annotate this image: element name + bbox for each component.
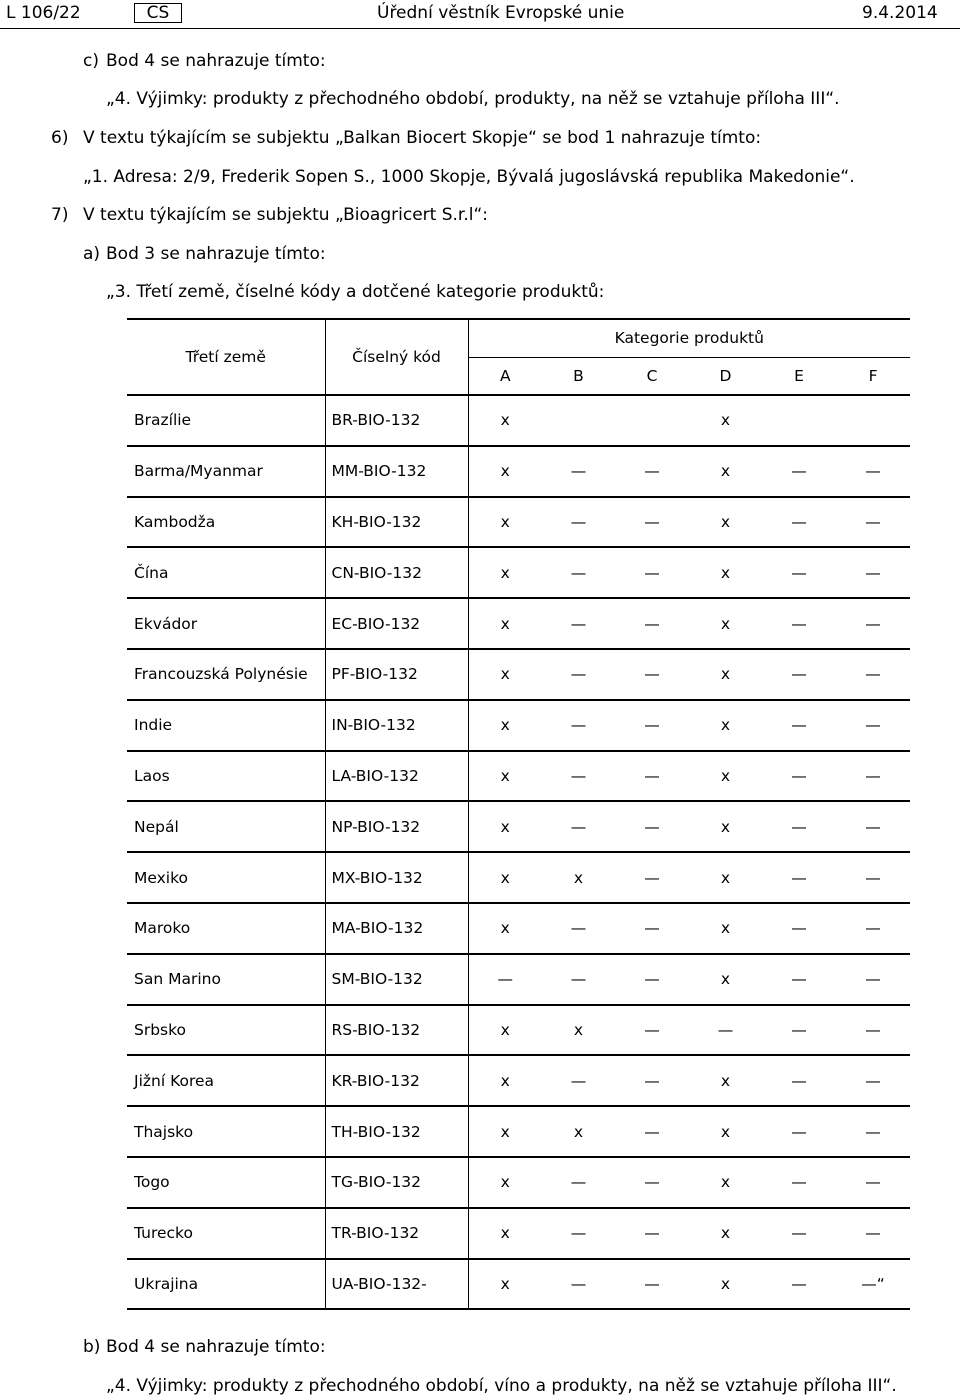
- code-cell: EC-BIO-132: [325, 598, 468, 649]
- category-cell: —: [836, 751, 910, 802]
- table-row: [127, 497, 910, 548]
- country-cell: Ekvádor: [127, 598, 325, 649]
- paragraph-6-text: „1. Adresa: 2/9, Frederik Sopen S., 1000 Skopje, Bývalá jugoslávská republika Makedonie“.: [83, 167, 855, 187]
- category-cell: —: [615, 1055, 689, 1106]
- category-cell: —: [836, 801, 910, 852]
- code-cell: SM-BIO-132: [325, 954, 468, 1005]
- category-cell: —: [762, 852, 836, 903]
- category-cell: x: [468, 1005, 542, 1056]
- table-row: [127, 954, 910, 1005]
- category-cell: —: [615, 1005, 689, 1056]
- category-cell: —: [542, 1055, 615, 1106]
- table-row: [127, 700, 910, 751]
- category-cell: x: [468, 547, 542, 598]
- table-row: [127, 446, 910, 497]
- category-cell: [615, 395, 689, 446]
- category-cell: x: [689, 547, 762, 598]
- code-cell: KH-BIO-132: [325, 497, 468, 548]
- category-letter-b: B: [542, 357, 615, 395]
- category-cell: x: [689, 903, 762, 954]
- category-cell: —: [468, 954, 542, 1005]
- category-cell: —: [762, 1208, 836, 1259]
- category-cell: —: [836, 903, 910, 954]
- category-cell: x: [468, 1106, 542, 1157]
- table-row: [127, 1055, 910, 1106]
- country-cell: Thajsko: [127, 1106, 325, 1157]
- country-cell: Nepál: [127, 801, 325, 852]
- table-row: [127, 598, 910, 649]
- table-row: [127, 1208, 910, 1259]
- category-cell: —: [615, 954, 689, 1005]
- category-cell: —: [542, 547, 615, 598]
- country-cell: Mexiko: [127, 852, 325, 903]
- code-cell: NP-BIO-132: [325, 801, 468, 852]
- product-category-table: [127, 318, 910, 1310]
- table-row: [127, 1106, 910, 1157]
- code-cell: TG-BIO-132: [325, 1157, 468, 1208]
- code-cell: KR-BIO-132: [325, 1055, 468, 1106]
- category-cell: —: [762, 1005, 836, 1056]
- country-cell: Barma/Myanmar: [127, 446, 325, 497]
- category-cell: —: [542, 649, 615, 700]
- category-letter-e: E: [762, 357, 836, 395]
- category-cell: —: [615, 1259, 689, 1310]
- category-cell: x: [468, 700, 542, 751]
- code-cell: IN-BIO-132: [325, 700, 468, 751]
- category-cell: x: [468, 903, 542, 954]
- category-cell: x: [689, 954, 762, 1005]
- category-cell: —: [836, 700, 910, 751]
- table-row: [127, 751, 910, 802]
- header-country: Třetí země: [127, 319, 325, 395]
- category-cell: —: [615, 903, 689, 954]
- paragraph-c: c) Bod 4 se nahrazuje tímto:: [83, 51, 326, 71]
- code-cell: TR-BIO-132: [325, 1208, 468, 1259]
- category-cell: x: [689, 801, 762, 852]
- category-cell: —: [615, 852, 689, 903]
- category-cell: —: [542, 801, 615, 852]
- category-cell: x: [468, 1208, 542, 1259]
- country-cell: Laos: [127, 751, 325, 802]
- country-cell: Francouzská Polynésie: [127, 649, 325, 700]
- code-cell: RS-BIO-132: [325, 1005, 468, 1056]
- table-row: [127, 395, 910, 446]
- paragraph-b: b) Bod 4 se nahrazuje tímto:: [83, 1337, 326, 1357]
- category-cell: x: [689, 649, 762, 700]
- category-cell: —: [762, 649, 836, 700]
- category-cell: [836, 395, 910, 446]
- category-cell: x: [689, 1208, 762, 1259]
- category-cell: —: [836, 1208, 910, 1259]
- category-cell: —: [542, 700, 615, 751]
- category-cell: x: [689, 1106, 762, 1157]
- category-cell: x: [468, 1055, 542, 1106]
- category-cell: [762, 395, 836, 446]
- header-rule: [0, 28, 960, 29]
- country-cell: Maroko: [127, 903, 325, 954]
- category-cell: —: [615, 598, 689, 649]
- category-cell: —: [615, 649, 689, 700]
- code-cell: MM-BIO-132: [325, 446, 468, 497]
- category-cell: —: [615, 1157, 689, 1208]
- category-cell: x: [689, 497, 762, 548]
- category-letter-f: F: [836, 357, 910, 395]
- table-row: [127, 649, 910, 700]
- category-cell: —: [615, 751, 689, 802]
- category-cell: x: [468, 446, 542, 497]
- category-cell: —: [762, 751, 836, 802]
- category-cell: x: [689, 598, 762, 649]
- category-cell: —: [762, 497, 836, 548]
- paragraph-6: 6) V textu týkajícím se subjektu „Balkan Biocert Skopje“ se bod 1 nahrazuje tímto:: [51, 128, 762, 148]
- category-cell: —: [762, 1157, 836, 1208]
- category-letter-a: A: [468, 357, 542, 395]
- category-cell: x: [689, 751, 762, 802]
- country-cell: Čína: [127, 547, 325, 598]
- code-cell: MX-BIO-132: [325, 852, 468, 903]
- category-cell: —: [836, 1055, 910, 1106]
- category-cell: x: [689, 395, 762, 446]
- category-letter-c: C: [615, 357, 689, 395]
- category-cell: —: [615, 1208, 689, 1259]
- category-cell: —: [615, 1106, 689, 1157]
- category-cell: —: [542, 446, 615, 497]
- category-cell: —: [836, 852, 910, 903]
- category-cell: —: [762, 954, 836, 1005]
- category-cell: —: [836, 954, 910, 1005]
- country-cell: Brazílie: [127, 395, 325, 446]
- category-cell: —: [762, 1055, 836, 1106]
- language-badge: CS: [134, 3, 182, 23]
- category-cell: —: [762, 801, 836, 852]
- page-ref: L 106/22: [6, 3, 81, 23]
- paragraph-7: 7) V textu týkajícím se subjektu „Bioagricert S.r.l“:: [51, 205, 489, 225]
- table-row: [127, 903, 910, 954]
- code-cell: MA-BIO-132: [325, 903, 468, 954]
- category-cell: x: [689, 446, 762, 497]
- category-cell: [542, 395, 615, 446]
- category-cell: x: [468, 598, 542, 649]
- category-cell: —: [542, 497, 615, 548]
- country-cell: Ukrajina: [127, 1259, 325, 1310]
- paragraph-c-text: „4. Výjimky: produkty z přechodného období, produkty, na něž se vztahuje příloha III“.: [106, 89, 840, 109]
- category-cell: x: [468, 801, 542, 852]
- category-cell: —: [762, 903, 836, 954]
- country-cell: Togo: [127, 1157, 325, 1208]
- category-cell: —: [542, 1157, 615, 1208]
- category-cell: —: [542, 1208, 615, 1259]
- category-cell: x: [542, 852, 615, 903]
- country-cell: Turecko: [127, 1208, 325, 1259]
- category-cell: x: [468, 751, 542, 802]
- country-cell: Jižní Korea: [127, 1055, 325, 1106]
- category-cell: —: [689, 1005, 762, 1056]
- category-cell: x: [689, 852, 762, 903]
- category-cell: x: [468, 852, 542, 903]
- country-cell: Srbsko: [127, 1005, 325, 1056]
- category-cell: —: [762, 700, 836, 751]
- paragraph-a: a) Bod 3 se nahrazuje tímto:: [83, 244, 326, 264]
- category-cell: —: [542, 598, 615, 649]
- category-cell: —: [836, 598, 910, 649]
- code-cell: UA-BIO-132-: [325, 1259, 468, 1310]
- code-cell: LA-BIO-132: [325, 751, 468, 802]
- header-categories: Kategorie produktů: [468, 319, 910, 357]
- category-cell: —: [836, 1106, 910, 1157]
- category-cell: x: [689, 1157, 762, 1208]
- category-cell: —: [542, 1259, 615, 1310]
- category-cell: —: [836, 1005, 910, 1056]
- table-row: [127, 1005, 910, 1056]
- category-cell: x: [542, 1005, 615, 1056]
- category-cell: —: [836, 649, 910, 700]
- table-row: [127, 547, 910, 598]
- category-cell: x: [468, 649, 542, 700]
- country-cell: Kambodža: [127, 497, 325, 548]
- table-row: [127, 1157, 910, 1208]
- category-cell: x: [542, 1106, 615, 1157]
- category-cell: —: [615, 497, 689, 548]
- category-cell: —: [762, 547, 836, 598]
- country-cell: Indie: [127, 700, 325, 751]
- header-code: Číselný kód: [325, 319, 468, 395]
- category-cell: —: [542, 903, 615, 954]
- code-cell: BR-BIO-132: [325, 395, 468, 446]
- category-cell: x: [689, 1259, 762, 1310]
- table-row: [127, 801, 910, 852]
- category-cell: —: [615, 446, 689, 497]
- category-cell: —: [542, 954, 615, 1005]
- category-cell: —: [762, 446, 836, 497]
- category-cell: x: [689, 700, 762, 751]
- category-cell: x: [689, 1055, 762, 1106]
- code-cell: TH-BIO-132: [325, 1106, 468, 1157]
- publication-date: 9.4.2014: [862, 3, 938, 23]
- category-cell: —: [836, 497, 910, 548]
- category-cell: —: [542, 751, 615, 802]
- paragraph-a-text: „3. Třetí země, číselné kódy a dotčené kategorie produktů:: [106, 282, 605, 302]
- category-cell: —: [836, 446, 910, 497]
- category-cell: —: [615, 801, 689, 852]
- category-cell: —: [836, 1157, 910, 1208]
- table-row: [127, 852, 910, 903]
- code-cell: CN-BIO-132: [325, 547, 468, 598]
- category-cell: x: [468, 497, 542, 548]
- category-cell: —: [836, 547, 910, 598]
- category-cell: —: [762, 1259, 836, 1310]
- category-cell: x: [468, 395, 542, 446]
- journal-title: Úřední věstník Evropské unie: [377, 3, 625, 23]
- category-cell: —: [615, 700, 689, 751]
- table-row: [127, 1259, 910, 1310]
- category-cell: —: [615, 547, 689, 598]
- country-cell: San Marino: [127, 954, 325, 1005]
- category-cell: —: [762, 598, 836, 649]
- category-cell: —“: [836, 1259, 910, 1310]
- code-cell: PF-BIO-132: [325, 649, 468, 700]
- category-cell: x: [468, 1259, 542, 1310]
- category-letter-d: D: [689, 357, 762, 395]
- category-cell: —: [762, 1106, 836, 1157]
- category-cell: x: [468, 1157, 542, 1208]
- paragraph-b-text: „4. Výjimky: produkty z přechodného období, víno a produkty, na něž se vztahuje příloha III“.: [106, 1376, 897, 1396]
